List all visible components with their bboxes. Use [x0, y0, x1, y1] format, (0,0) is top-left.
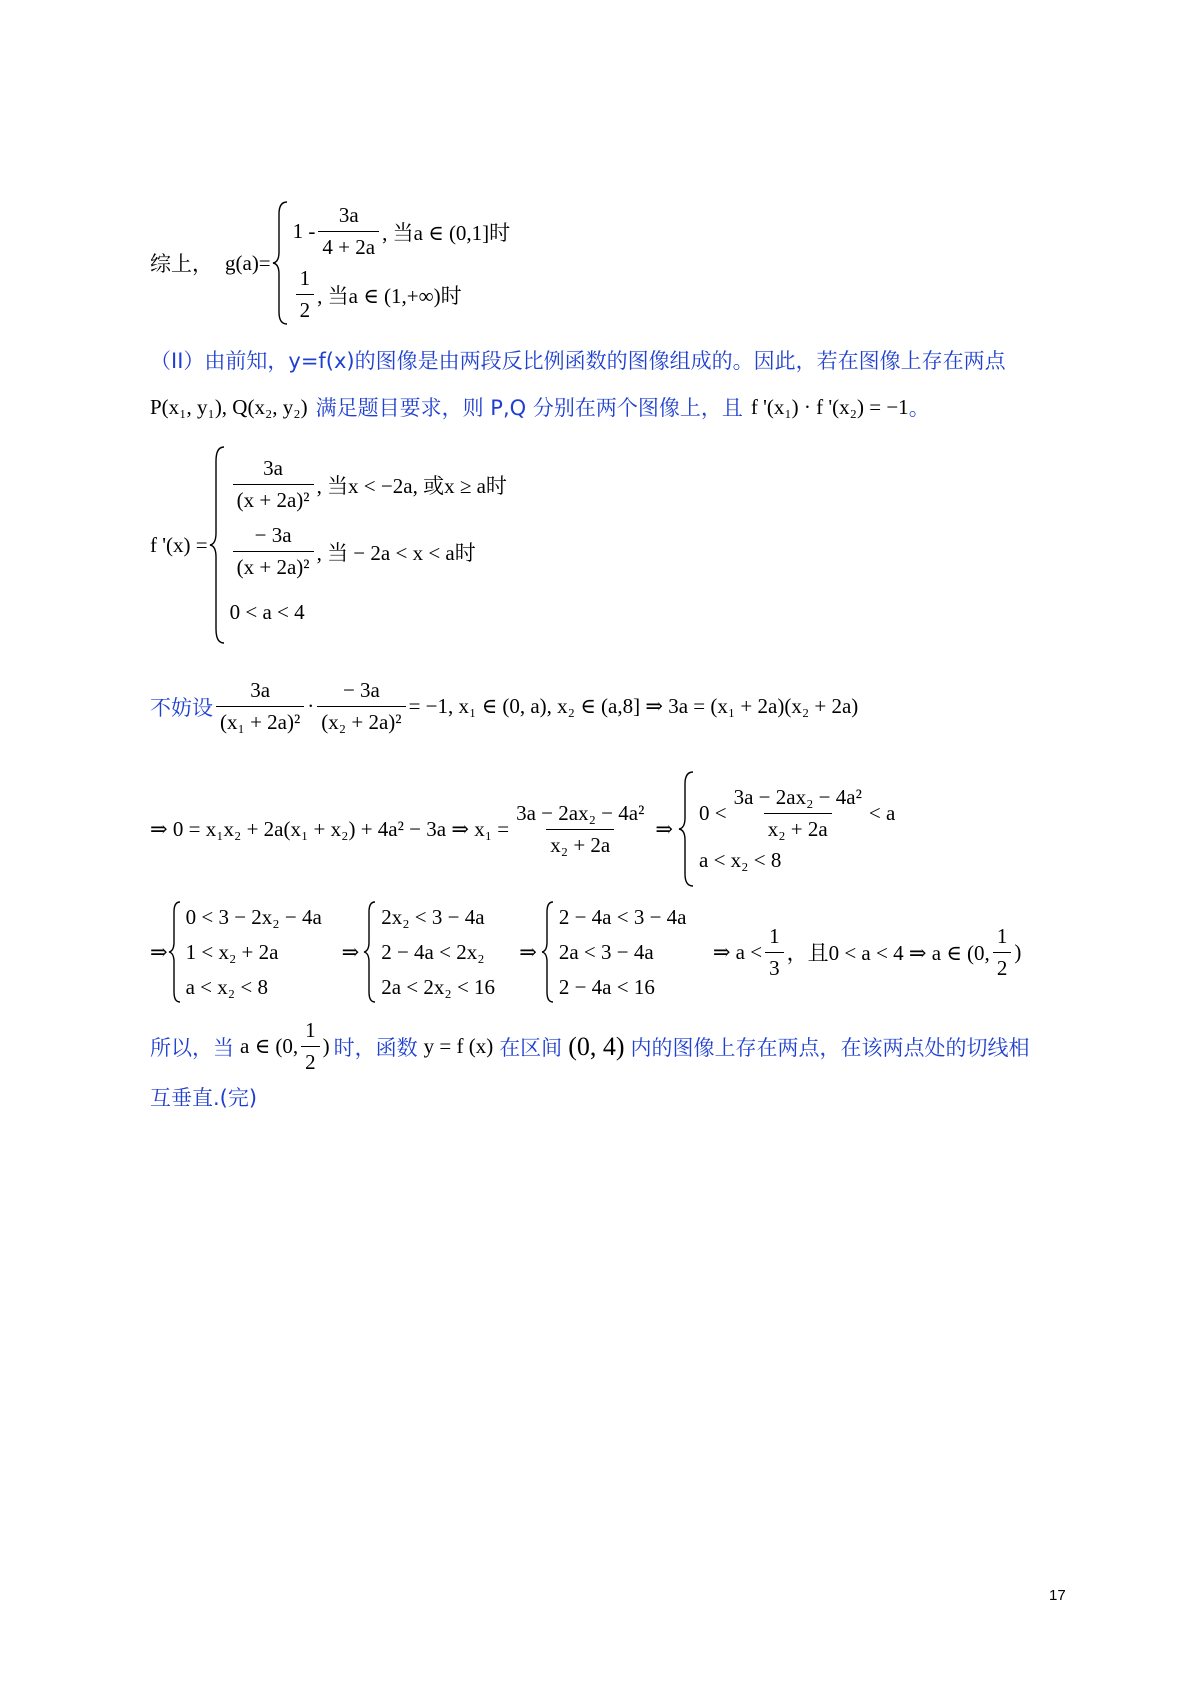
- fraction-num: 1: [305, 1018, 316, 1042]
- fraction-num: − 3a: [342, 678, 380, 702]
- fraction: [216, 678, 304, 735]
- part2-line1: （II）由前知，y=f(x)的图像是由两段反比例函数的图像组成的。因此，若在图像上存在两点: [150, 349, 1006, 373]
- sys-line: 1 < x₂ + 2a: [185, 939, 279, 964]
- derivative-def: [150, 445, 507, 645]
- part2-text: 满足题目要求，则 P,Q 分别在两个图像上，且: [315, 396, 743, 420]
- step2-line: [150, 900, 1021, 1004]
- fraction: [512, 801, 648, 858]
- case1-cond: , 当a ∈ (0,1]时: [382, 220, 511, 245]
- sys-pre: 0 <: [699, 801, 727, 825]
- fraction-num: 3a − 2ax₂ − 4a²: [516, 800, 645, 825]
- fraction-num: 3a: [263, 456, 283, 480]
- derivative-case-2: [230, 523, 507, 580]
- final-text: 内的图像上存在两点，在该两点处的切线相: [630, 1035, 1030, 1060]
- sys-line: 2 − 4a < 2x₂: [381, 939, 485, 964]
- sys-post: < a: [868, 801, 896, 825]
- sys-line: a < x₂ < 8: [185, 974, 268, 999]
- fraction: [233, 523, 314, 580]
- step2-system-2: [363, 900, 515, 1004]
- sys-line: 0 < 3 − 2x₂ − 4a: [185, 904, 322, 929]
- step2-system-3: [541, 900, 709, 1004]
- step1-system: [677, 770, 895, 888]
- derivative-lhs: f '(x) =: [150, 532, 208, 557]
- assume-prefix: 不妨设: [150, 695, 213, 720]
- implies-arrow: ⇒: [519, 939, 537, 964]
- period: 。: [908, 396, 930, 420]
- final-math: y = f (x): [423, 1034, 494, 1058]
- conclusion-end: ): [1014, 939, 1022, 964]
- step1-line: [150, 770, 895, 888]
- step1-lead: ⇒ 0 = x₁x₂ + 2a(x₁ + x₂) + 4a² − 3a ⇒ x₁ =: [150, 816, 510, 841]
- fraction: [301, 1018, 320, 1075]
- derivative-product: f '(x₁) · f '(x₂) = −1: [750, 394, 909, 419]
- step1-sys-line-2: [699, 848, 895, 873]
- implies-arrow: ⇒: [655, 816, 673, 841]
- assume-line: [150, 678, 858, 735]
- fraction: [317, 678, 405, 735]
- sys-line: 2a < 3 − 4a: [558, 939, 654, 964]
- fraction-den: (x + 2a)²: [233, 551, 314, 580]
- left-brace-icon: [208, 445, 226, 645]
- left-brace-icon: [541, 900, 555, 1004]
- fraction-num: 3a − 2ax₂ − 4a²: [733, 785, 862, 809]
- final-text: 所以，当: [150, 1035, 234, 1060]
- case1-lead: 1 -: [292, 219, 316, 243]
- fraction: [993, 924, 1012, 981]
- fraction-den: 2: [301, 1046, 320, 1075]
- part2-line2: [150, 392, 930, 422]
- fraction-den: 2: [993, 952, 1012, 981]
- fraction-num: 3a: [250, 678, 271, 702]
- g-cases: [271, 200, 511, 326]
- g-case-1: [293, 203, 511, 260]
- dot-operator: ·: [307, 694, 315, 718]
- fraction-den: 4 + 2a: [318, 231, 379, 260]
- fraction-den: x₂ + 2a: [764, 813, 832, 842]
- fraction-den: (x₂ + 2a)²: [317, 706, 405, 735]
- fraction-num: 3a: [338, 203, 359, 227]
- page-number: 17: [1049, 1587, 1066, 1604]
- sys-line: a < x₂ < 8: [699, 848, 782, 872]
- fraction: [296, 266, 315, 323]
- g-case-2: [293, 266, 511, 323]
- left-brace-icon: [363, 900, 377, 1004]
- fraction-num: 1: [769, 923, 780, 948]
- fraction-den: (x₁ + 2a)²: [216, 706, 304, 735]
- fraction-den: (x + 2a)²: [233, 484, 314, 513]
- final-text: 时，函数: [333, 1035, 418, 1060]
- conclusion-mid: ，且0 < a < 4 ⇒ a ∈ (0,: [786, 941, 990, 965]
- left-brace-icon: [168, 900, 182, 1004]
- case-cond: 0 < a < 4: [229, 599, 305, 624]
- g-lhs: g(a)=: [225, 250, 271, 275]
- points-pq: P(x₁, y₁), Q(x₂, y₂): [150, 394, 308, 419]
- fraction-num: 1: [996, 923, 1008, 948]
- fraction-den: x₂ + 2a: [546, 829, 614, 858]
- sys-line: 2a < 2x₂ < 16: [381, 974, 496, 999]
- case2-cond: , 当a ∈ (1,+∞)时: [317, 283, 462, 308]
- final-math: a ∈ (0,: [240, 1034, 299, 1058]
- fraction-num: − 3a: [254, 523, 292, 547]
- fraction: [233, 456, 314, 513]
- sys-line: 2x₂ < 3 − 4a: [381, 904, 485, 929]
- implies-arrow: ⇒: [341, 939, 360, 964]
- left-brace-icon: [271, 200, 289, 326]
- conclusion-pre: ⇒ a <: [712, 939, 763, 964]
- fraction-den: 3: [765, 952, 784, 981]
- final-text: 在区间: [499, 1035, 563, 1060]
- conclusion-prefix: 综上，: [150, 252, 213, 276]
- final-math: (0, 4): [568, 1031, 625, 1061]
- assume-rest: = −1, x₁ ∈ (0, a), x₂ ∈ (a,8] ⇒ 3a = (x₁ + 2a)(x₂ + 2a): [408, 694, 859, 718]
- derivative-case-1: [230, 456, 507, 513]
- fraction: [318, 203, 379, 260]
- left-brace-icon: [677, 770, 695, 888]
- sys-line: 2 − 4a < 3 − 4a: [558, 904, 687, 929]
- implies-arrow: ⇒: [150, 939, 168, 964]
- fraction-den: 2: [296, 294, 315, 323]
- sys-line: 2 − 4a < 16: [558, 974, 655, 999]
- step2-system-1: [168, 900, 338, 1004]
- fraction-num: 1: [299, 266, 311, 290]
- fraction: [765, 924, 784, 981]
- fraction: [730, 785, 866, 842]
- final-line-1: [150, 1018, 1030, 1075]
- step1-sys-line-1: [699, 785, 895, 842]
- case-cond: , 当x < −2a, 或x ≥ a时: [316, 473, 507, 498]
- final-line-2: 互垂直.(完): [150, 1086, 258, 1110]
- case-cond: , 当 − 2a < x < a时: [316, 540, 476, 565]
- derivative-cases: [208, 445, 507, 645]
- final-math: ): [322, 1034, 330, 1058]
- g-conclusion: [150, 200, 510, 326]
- derivative-case-3: [230, 590, 507, 634]
